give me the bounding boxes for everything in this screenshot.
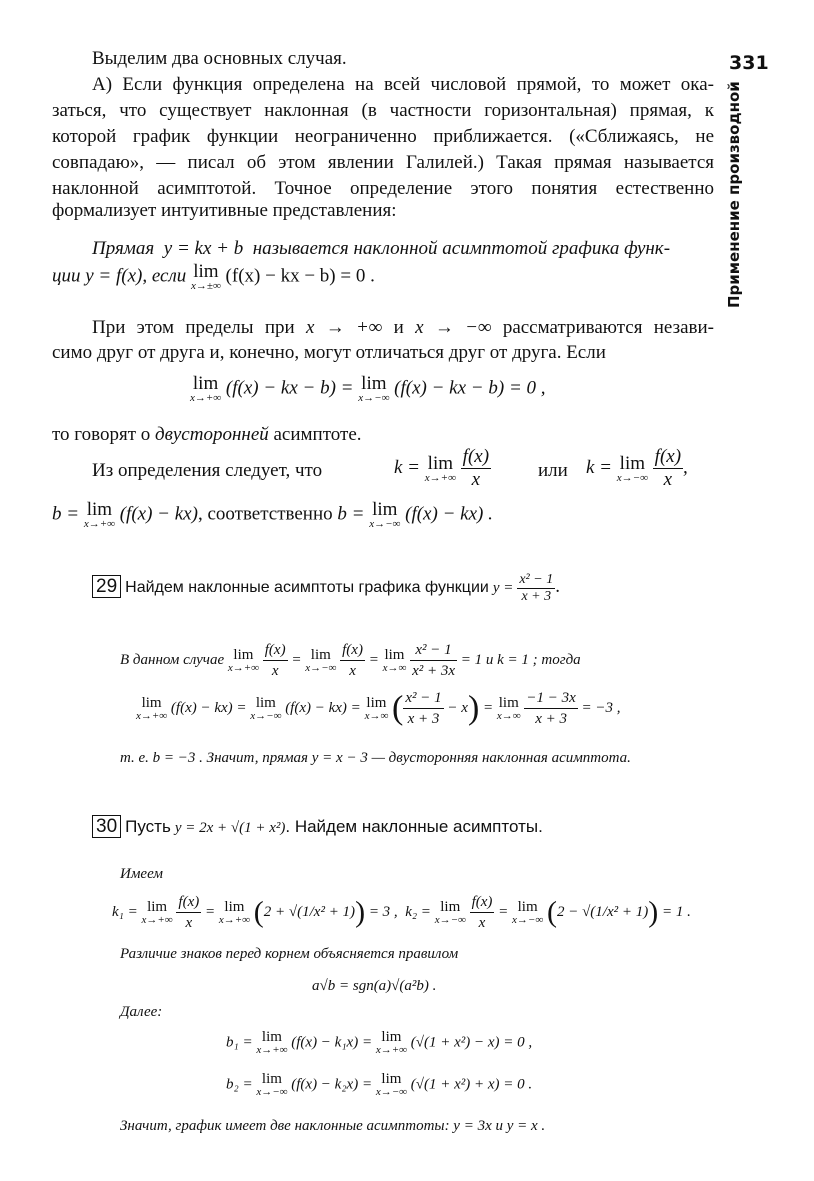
running-head: Применение производной — [725, 81, 743, 308]
example-30-b1-line: b₁ = lim x→+∞ (f(x) − k₁x) = lim x→+∞ (√(1 + x²) − x) = 0 , — [226, 1029, 533, 1056]
example-30-have: Имеем — [120, 866, 163, 882]
example-30-conclusion: Значит, график имеет две наклонные асимптоты: y = 3x и y = x . — [120, 1118, 546, 1134]
example-29-line-2: lim x→+∞ (f(x) − kx) = lim x→−∞ (f(x) − kx) = lim x→∞ ( $\frac{\text{x² − 1}}{x + 3}$ − x) = lim x→∞ $\frac{-1 - 3x}{x + 3}$ = −3 , — [136, 689, 621, 727]
or-word: или — [538, 460, 568, 481]
definition-line-1: Прямая y = kx + b называется наклонной асимптотой графика функ- — [92, 238, 671, 259]
example-30-further: Далее: — [120, 1004, 163, 1020]
definition-line-2: ции y = f(x), если lim x→±∞ (f(x) − kx − b) = 0 . — [52, 261, 375, 292]
kb-intro: Из определения следует, что — [92, 460, 323, 481]
para-a-line-3: которой график функции неограниченно приближается. («Сближаясь, не — [52, 126, 714, 147]
para-a-line-4: совпадаю», — писал об этом явлении Галилей.) Такая прямая называется — [52, 152, 714, 173]
k-formula-minus: k = lim x→−∞ $\frac{f(x)}{x}$ , — [586, 446, 688, 490]
para-a-line-5: наклонной асимптотой. Точное определение этого понятия естественно — [52, 178, 714, 199]
example-29-line-3: т. е. b = −3 . Значит, прямая y = x − 3 — двусторонняя наклонная асимптота. — [120, 750, 631, 766]
para-b-line-1: При этом пределы при x → +∞ и x → −∞ рассматриваются незави- — [92, 317, 714, 338]
para-a-line-6: формализует интуитивные представления: — [52, 200, 397, 221]
k-formula-plus: k = lim x→+∞ $\frac{f(x)}{x}$ — [394, 446, 490, 490]
example-30-rule: a√b = sgn(a)√(a²b) . — [312, 978, 437, 994]
para-b-line-2: симо друг от друга и, конечно, могут отличаться друг от друга. Если — [52, 342, 606, 363]
para-a-line-2: заться, что существует наклонная (в частности горизонтальная) прямая, к — [52, 100, 714, 121]
example-29-header: 29 Найдем наклонные асимптоты графика функции y = $\frac{\text{x² − 1}}{x + 3}$ . — [92, 572, 560, 605]
example-29-number: 29 — [92, 575, 121, 598]
example-30-diff: Различие знаков перед корнем объясняется правилом — [120, 946, 459, 962]
page-number: 331 — [729, 52, 769, 74]
two-sided-formula: lim x→+∞ (f(x) − kx − b) = lim x→−∞ (f(x) − kx − b) = 0 , — [190, 373, 546, 404]
example-30-k-line: k₁ = lim x→+∞ $\frac{f(x)}{x}$ = lim x→+∞ (2 + √(1/x² + 1)) = 3 , k₂ = lim x→−∞ $\frac{f(x)}{x}$ = lim x→−∞ (2 − √(1/x² + 1)) = 1 . — [112, 894, 691, 931]
b-formulas: b = lim x→+∞ (f(x) − kx), соответственно b = lim x→−∞ (f(x) − kx) . — [52, 499, 493, 530]
example-29-line-1: В данном случае lim x→+∞ $\frac{f(x)}{x}$ = lim x→−∞ $\frac{f(x)}{x}$ = lim x→∞ $\frac{\text{x² − 1}}{\text{x² + 3x}}$ = 1 и k = 1 ; тогда — [120, 642, 581, 679]
example-30-b2-line: b₂ = lim x→−∞ (f(x) − k₂x) = lim x→−∞ (√(1 + x²) + x) = 0 . — [226, 1071, 533, 1098]
example-30-number: 30 — [92, 815, 121, 838]
example-30-header: 30 Пусть y = 2x + √(1 + x²). Найдем наклонные асимптоты. — [92, 814, 543, 840]
two-sided-caption: то говорят о двусторонней асимптоте. — [52, 424, 362, 445]
para-a-line-1: А) Если функция определена на всей числовой прямой, то может ока- — [92, 74, 714, 95]
intro-text: Выделим два основных случая. — [92, 48, 347, 69]
